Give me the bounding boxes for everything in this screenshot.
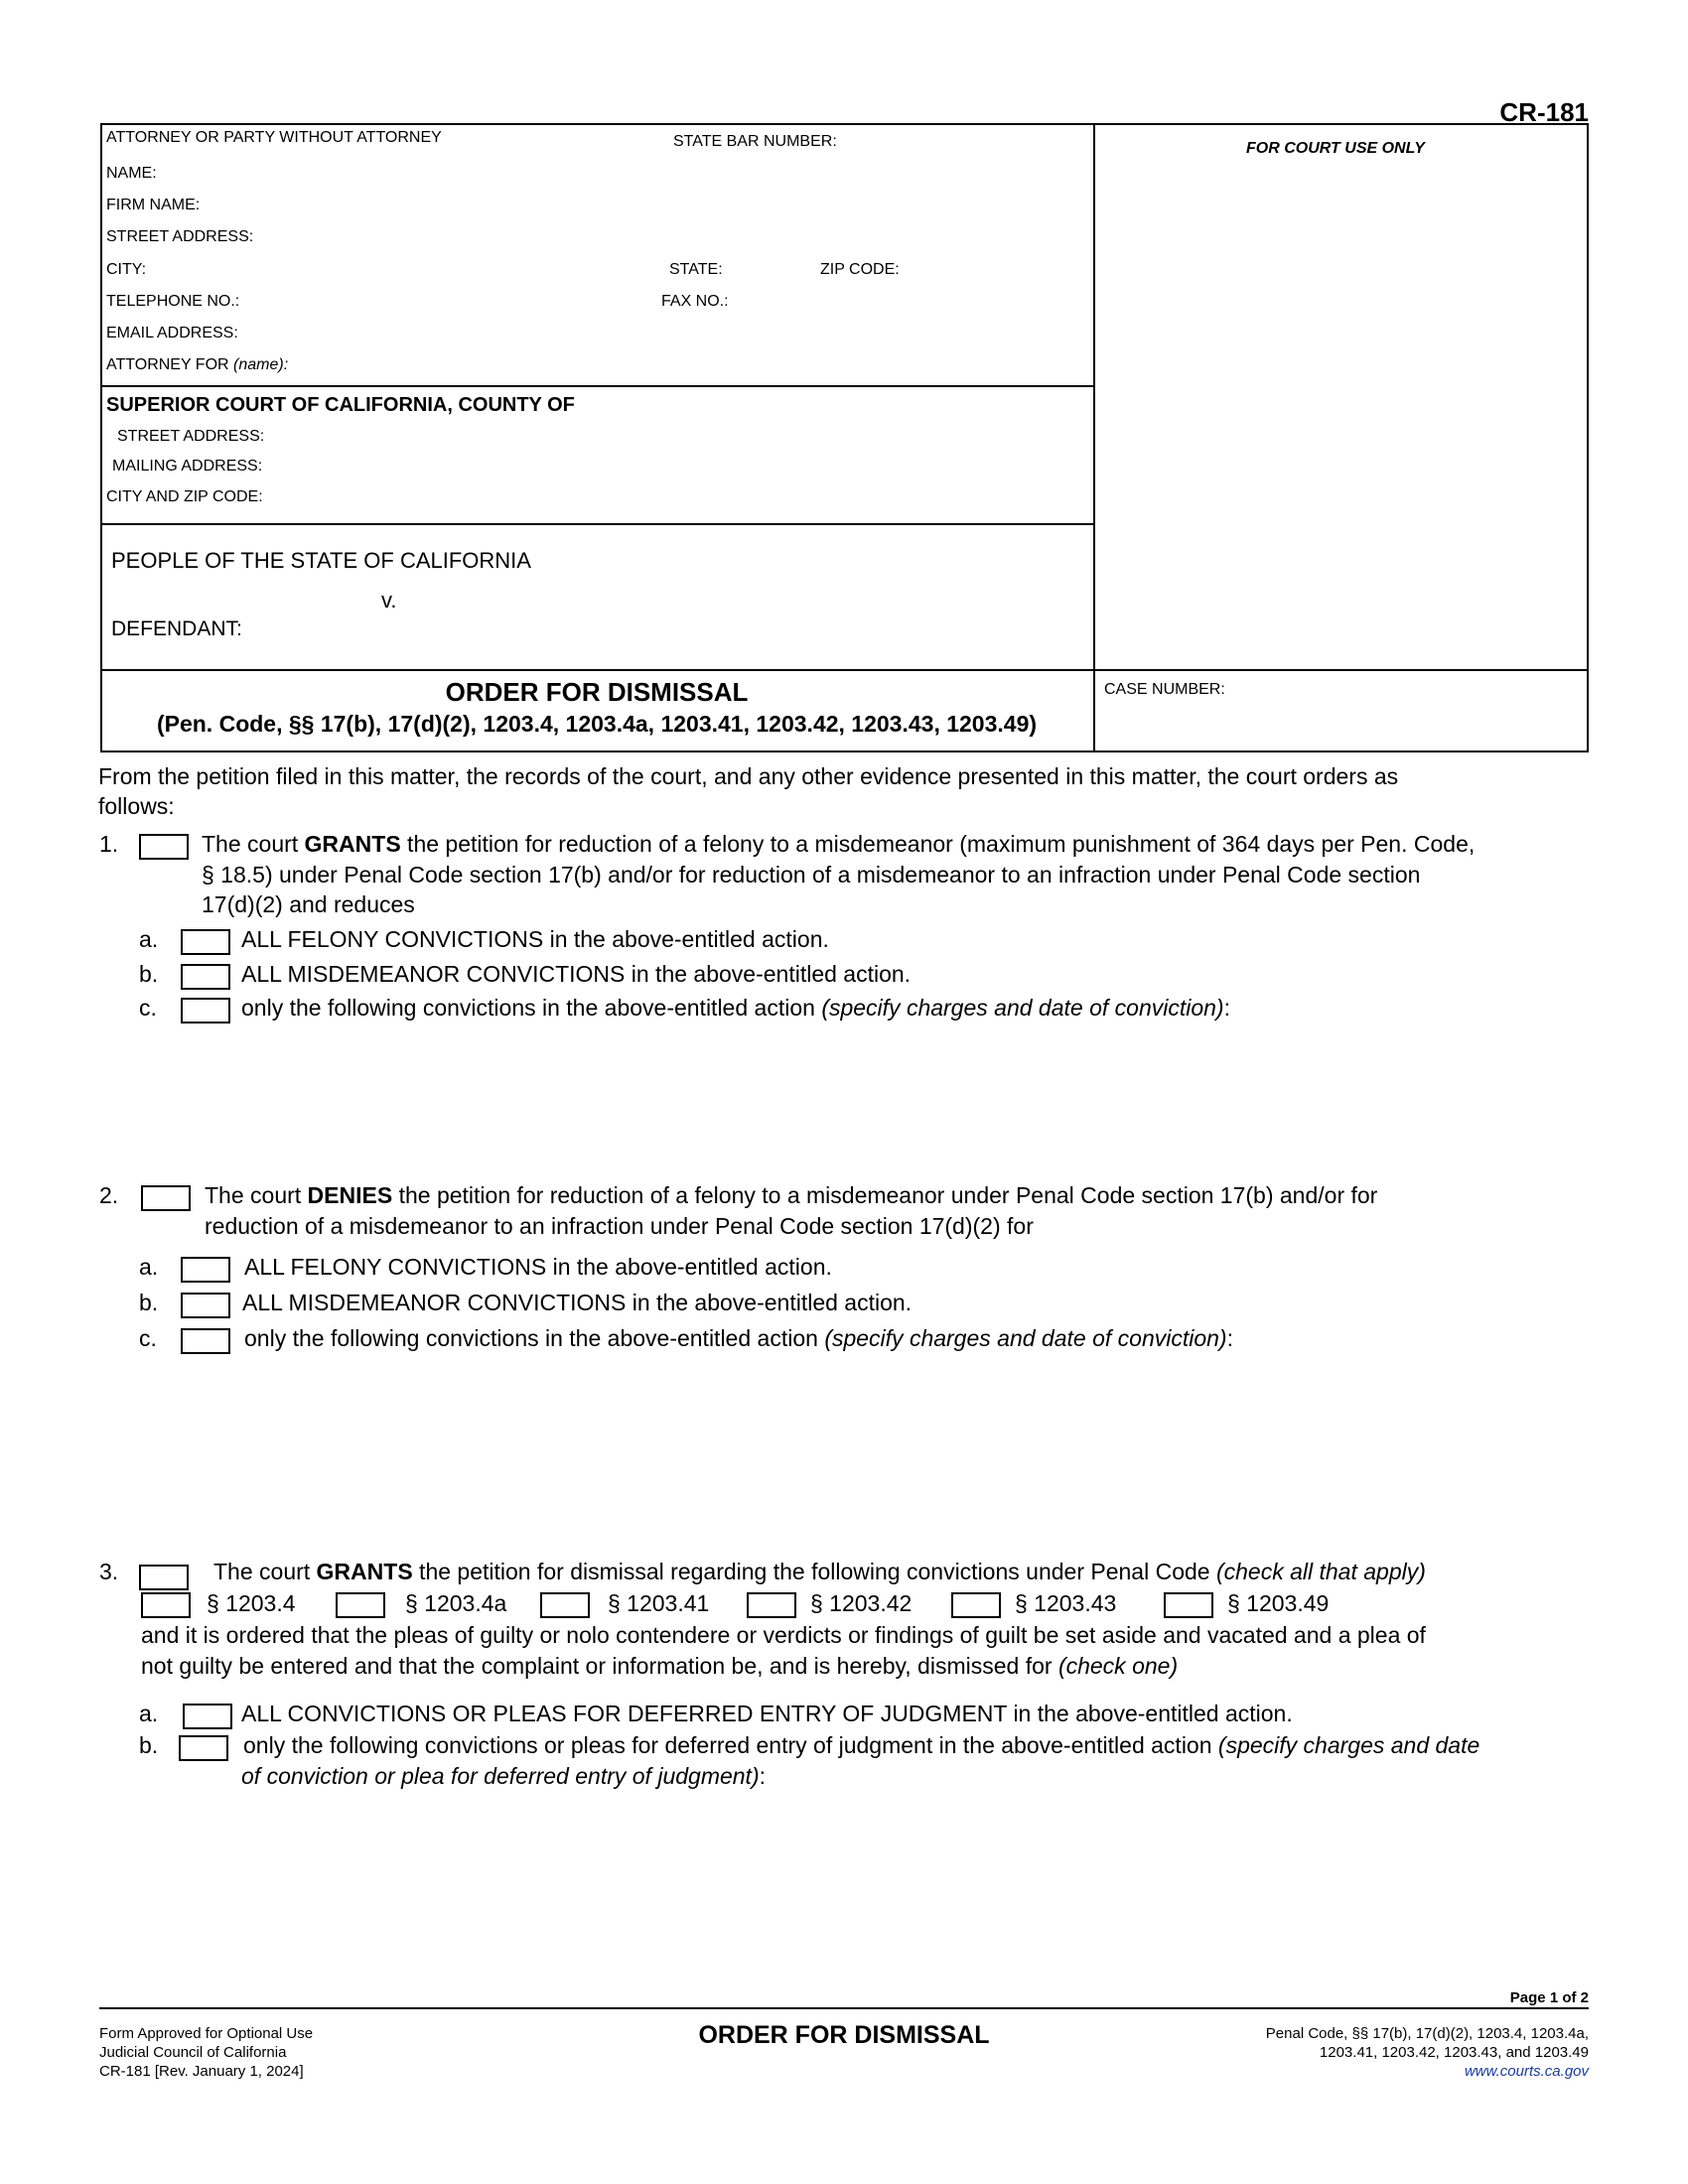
item2-line1-rest: the petition for reduction of a felony to a misdemeanor under Penal Code section 17(b) and/or for bbox=[392, 1182, 1378, 1208]
item3-line1-rest: the petition for dismissal regarding the following convictions under Penal Code bbox=[412, 1559, 1216, 1584]
item2-line-1 bbox=[205, 1180, 1377, 1211]
item2-c-colon: : bbox=[1226, 1325, 1233, 1351]
footer-divider bbox=[99, 2007, 1589, 2009]
street-label: STREET ADDRESS: bbox=[106, 228, 254, 245]
item3-checkbox[interactable] bbox=[139, 1565, 189, 1590]
court-street-label: STREET ADDRESS: bbox=[117, 428, 265, 445]
footer-right-2: 1203.41, 1203.42, 1203.43, and 1203.49 bbox=[1319, 2044, 1589, 2061]
item3-line-4 bbox=[141, 1651, 1178, 1682]
item1-c-colon: : bbox=[1223, 995, 1230, 1021]
section-1203-4a-checkbox[interactable] bbox=[336, 1592, 385, 1618]
attorney-for-label bbox=[106, 356, 288, 374]
footer-left-1: Form Approved for Optional Use bbox=[99, 2025, 314, 2042]
item3-prefix: The court bbox=[213, 1559, 317, 1584]
item2-line-2: reduction of a misdemeanor to an infraction under Penal Code section 17(d)(2) for bbox=[205, 1213, 1034, 1239]
case-number-label: CASE NUMBER: bbox=[1104, 681, 1225, 698]
item3-b-colon: : bbox=[759, 1763, 767, 1789]
item3-line-3: and it is ordered that the pleas of guilty or nolo contendere or verdicts or findings of guilt be set aside and vacated and a plea of bbox=[141, 1622, 1426, 1648]
section-1203-4-checkbox[interactable] bbox=[141, 1592, 191, 1618]
item2-c-hint: (specify charges and date of conviction) bbox=[824, 1325, 1227, 1351]
item1-verb: GRANTS bbox=[304, 831, 401, 857]
item3-b-hint1: (specify charges and date bbox=[1217, 1732, 1480, 1758]
item3-b-hint2: of conviction or plea for deferred entry of judgment) bbox=[241, 1763, 760, 1789]
item1-c-letter: c. bbox=[139, 995, 157, 1021]
email-label: EMAIL ADDRESS: bbox=[106, 325, 238, 341]
footer-left-3: CR-181 [Rev. January 1, 2024] bbox=[99, 2063, 304, 2080]
people-label: PEOPLE OF THE STATE OF CALIFORNIA bbox=[111, 548, 531, 573]
footer-title: ORDER FOR DISMISSAL bbox=[698, 2021, 990, 2049]
item1-line-3: 17(d)(2) and reduces bbox=[202, 891, 415, 917]
item1-a-checkbox[interactable] bbox=[181, 929, 230, 955]
state-label: STATE: bbox=[669, 261, 723, 278]
item2-b-letter: b. bbox=[139, 1290, 159, 1315]
state-bar-label: STATE BAR NUMBER: bbox=[673, 133, 837, 150]
item3-verb: GRANTS bbox=[316, 1559, 413, 1584]
item2-prefix: The court bbox=[205, 1182, 308, 1208]
item3-line-1 bbox=[213, 1557, 1426, 1587]
fax-label: FAX NO.: bbox=[661, 293, 729, 310]
item3-a-text: ALL CONVICTIONS OR PLEAS FOR DEFERRED ENTRY OF JUDGMENT in the above-entitled action. bbox=[241, 1701, 1293, 1726]
item2-a-text: ALL FELONY CONVICTIONS in the above-entitled action. bbox=[244, 1254, 832, 1280]
item3-line4-hint: (check one) bbox=[1057, 1653, 1179, 1679]
telephone-label: TELEPHONE NO.: bbox=[106, 293, 240, 310]
item1-c-hint: (specify charges and date of conviction) bbox=[821, 995, 1224, 1021]
item3-b-main: only the following convictions or pleas for deferred entry of judgment in the above-entitled action bbox=[243, 1732, 1218, 1758]
court-mailing-label: MAILING ADDRESS: bbox=[112, 458, 263, 475]
item2-c-text bbox=[244, 1323, 1233, 1354]
intro-line-1: From the petition filed in this matter, the records of the court, and any other evidence presented in this matter, the court orders as bbox=[98, 763, 1399, 789]
item3-b-checkbox[interactable] bbox=[179, 1735, 228, 1761]
form-subtitle: (Pen. Code, §§ 17(b), 17(d)(2), 1203.4, 1203.4a, 1203.41, 1203.42, 1203.43, 1203.49) bbox=[156, 711, 1038, 737]
item1-number: 1. bbox=[99, 831, 119, 857]
item1-a-text: ALL FELONY CONVICTIONS in the above-entitled action. bbox=[241, 926, 829, 952]
city-label: CITY: bbox=[106, 261, 147, 278]
item1-a-letter: a. bbox=[139, 926, 159, 952]
item2-number: 2. bbox=[99, 1182, 119, 1208]
section-1203-41-checkbox[interactable] bbox=[540, 1592, 590, 1618]
attorney-label: ATTORNEY OR PARTY WITHOUT ATTORNEY bbox=[106, 129, 442, 146]
item2-a-checkbox[interactable] bbox=[181, 1257, 230, 1283]
attorney-for-hint: (name): bbox=[233, 356, 289, 373]
section-1203-43-checkbox[interactable] bbox=[951, 1592, 1001, 1618]
item2-b-checkbox[interactable] bbox=[181, 1293, 230, 1318]
section-1203-49-label: § 1203.49 bbox=[1227, 1590, 1330, 1616]
court-heading: SUPERIOR COURT OF CALIFORNIA, COUNTY OF bbox=[106, 394, 575, 416]
zip-label: ZIP CODE: bbox=[820, 261, 900, 278]
item2-b-text: ALL MISDEMEANOR CONVICTIONS in the above-entitled action. bbox=[242, 1290, 913, 1315]
item3-line1-hint: (check all that apply) bbox=[1215, 1559, 1426, 1584]
versus-label: v. bbox=[381, 588, 397, 613]
item1-b-text: ALL MISDEMEANOR CONVICTIONS in the above-entitled action. bbox=[241, 961, 912, 987]
item2-verb: DENIES bbox=[307, 1182, 393, 1208]
item3-a-checkbox[interactable] bbox=[183, 1704, 232, 1729]
item1-prefix: The court bbox=[202, 831, 305, 857]
name-label: NAME: bbox=[106, 165, 157, 182]
item3-b-letter: b. bbox=[139, 1732, 159, 1758]
item1-b-letter: b. bbox=[139, 961, 159, 987]
section-1203-4-label: § 1203.4 bbox=[207, 1590, 296, 1616]
firm-label: FIRM NAME: bbox=[106, 197, 201, 213]
form-id: CR-181 bbox=[1499, 97, 1589, 127]
divider-court-parties bbox=[100, 523, 1095, 525]
section-1203-42-label: § 1203.42 bbox=[810, 1590, 913, 1616]
page-number: Page 1 of 2 bbox=[1509, 1989, 1589, 2006]
item3-b-line-2 bbox=[241, 1761, 766, 1792]
form-title: ORDER FOR DISMISSAL bbox=[445, 677, 749, 707]
item2-checkbox[interactable] bbox=[141, 1185, 191, 1211]
item2-c-letter: c. bbox=[139, 1325, 157, 1351]
item3-b-text bbox=[243, 1730, 1479, 1761]
section-1203-4a-label: § 1203.4a bbox=[405, 1590, 507, 1616]
section-1203-42-checkbox[interactable] bbox=[747, 1592, 796, 1618]
court-city-zip-label: CITY AND ZIP CODE: bbox=[106, 488, 263, 505]
item1-c-checkbox[interactable] bbox=[181, 998, 230, 1024]
section-1203-43-label: § 1203.43 bbox=[1015, 1590, 1117, 1616]
intro-line-2: follows: bbox=[98, 793, 175, 819]
item3-number: 3. bbox=[99, 1559, 119, 1584]
item2-c-main: only the following convictions in the above-entitled action bbox=[244, 1325, 825, 1351]
footer-right-1: Penal Code, §§ 17(b), 17(d)(2), 1203.4, 1203.4a, bbox=[1265, 2025, 1589, 2042]
item1-line-2: § 18.5) under Penal Code section 17(b) and/or for reduction of a misdemeanor to an infraction under Penal Code section bbox=[202, 862, 1421, 887]
item1-c-main: only the following convictions in the above-entitled action bbox=[241, 995, 822, 1021]
court-use-label: FOR COURT USE ONLY bbox=[1246, 140, 1425, 157]
footer-left-2: Judicial Council of California bbox=[99, 2044, 287, 2061]
footer-website-link[interactable]: www.courts.ca.gov bbox=[1464, 2063, 1589, 2080]
divider-attorney-court bbox=[100, 385, 1095, 387]
section-1203-49-checkbox[interactable] bbox=[1164, 1592, 1213, 1618]
item1-c-text bbox=[241, 993, 1230, 1024]
defendant-label: DEFENDANT: bbox=[111, 617, 242, 640]
item1-line-1 bbox=[202, 829, 1475, 860]
section-1203-41-label: § 1203.41 bbox=[608, 1590, 710, 1616]
item2-a-letter: a. bbox=[139, 1254, 159, 1280]
item1-checkbox[interactable] bbox=[139, 834, 189, 860]
item1-b-checkbox[interactable] bbox=[181, 964, 230, 990]
attorney-for-text: ATTORNEY FOR bbox=[106, 356, 229, 373]
court-use-box bbox=[1093, 123, 1589, 671]
item1-line1-rest: the petition for reduction of a felony to a misdemeanor (maximum punishment of 364 days per Pen. Code, bbox=[400, 831, 1476, 857]
item3-a-letter: a. bbox=[139, 1701, 159, 1726]
item3-line4-text: not guilty be entered and that the complaint or information be, and is hereby, dismissed for bbox=[141, 1653, 1058, 1679]
item2-c-checkbox[interactable] bbox=[181, 1328, 230, 1354]
